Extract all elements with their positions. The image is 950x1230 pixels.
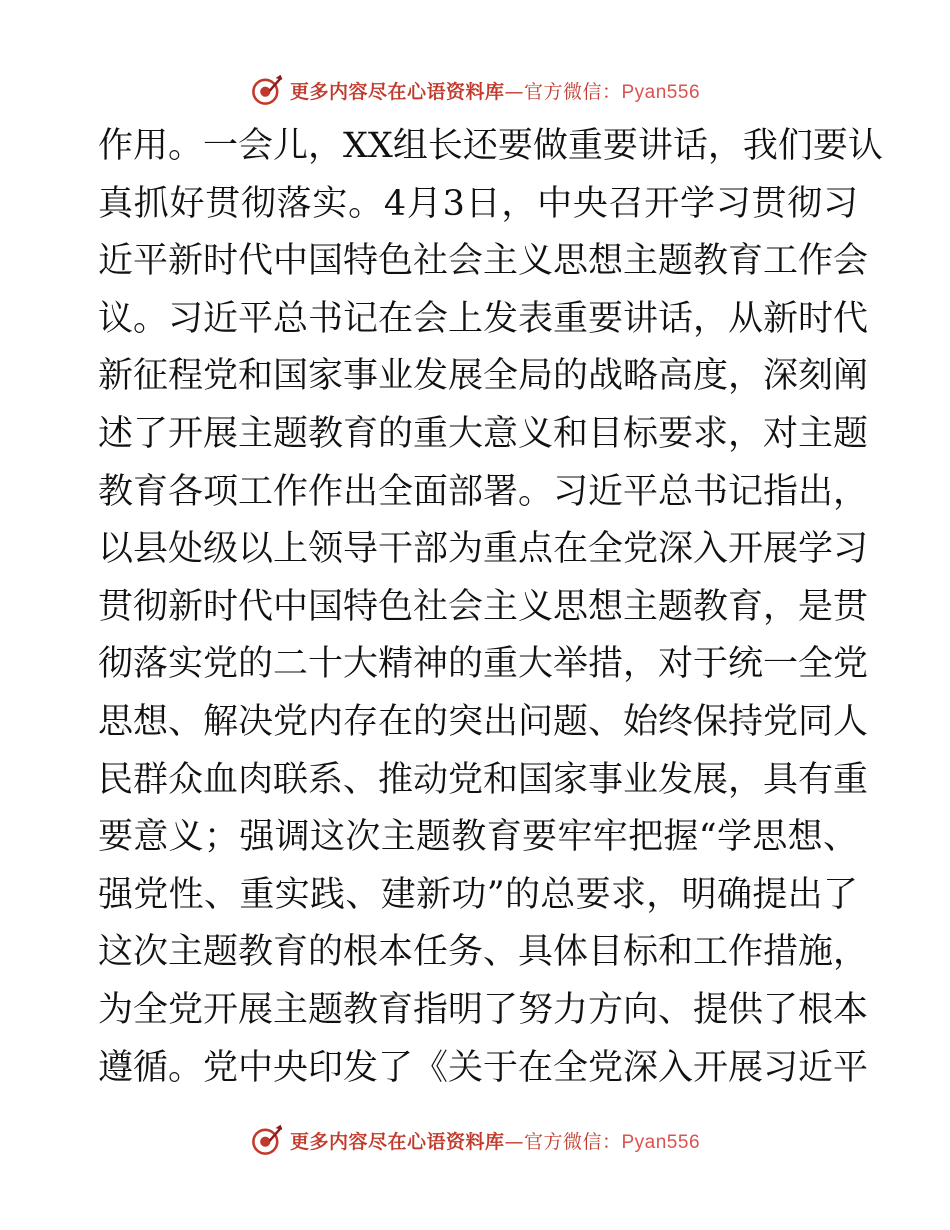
footer-wechat-id: Pyan556 <box>621 1131 701 1153</box>
body-line: 思想、解决党内存在的突出问题、始终保持党同人 <box>98 701 869 742</box>
body-line: 新征程党和国家事业发展全局的战略高度，深刻阐 <box>98 356 869 397</box>
footer-text <box>290 1127 700 1154</box>
body-line: 这次主题教育的根本任务、具体目标和工作措施， <box>98 932 869 973</box>
quill-seal-icon <box>250 73 284 107</box>
body-line: 以县处级以上领导干部为重点在全党深入开展学习 <box>98 529 869 570</box>
footer-site-name: 更多内容尽在心语资料库 <box>289 1130 505 1153</box>
body-line: 彻落实党的二十大精神的重大举措，对于统一全党 <box>98 644 869 685</box>
quill-seal-icon <box>250 1123 284 1157</box>
footer-dash: — <box>504 1130 524 1153</box>
document-body <box>98 118 883 1097</box>
body-line: 强党性、重实践、建新功”的总要求，明确提出了 <box>98 874 858 915</box>
body-line: 要意义；强调这次主题教育要牢牢把握“学思想、 <box>98 817 858 858</box>
footer-banner <box>0 1118 950 1162</box>
header-banner <box>0 68 950 112</box>
body-line: 遵循。党中央印发了《关于在全党深入开展习近平 <box>98 1047 869 1088</box>
body-line: 真抓好贯彻落实。4月3日，中央召开学习贯彻习 <box>98 183 858 224</box>
body-line: 教育各项工作作出全面部署。习近平总书记指出， <box>98 471 869 512</box>
body-line: 为全党开展主题教育指明了努力方向、提供了根本 <box>98 989 869 1030</box>
header-wechat-label: 官方微信： <box>523 80 622 103</box>
header-text <box>290 77 700 104</box>
body-line: 民群众血肉联系、推动党和国家事业发展，具有重 <box>98 759 869 800</box>
header-wechat-id: Pyan556 <box>621 81 701 103</box>
footer-wechat-label: 官方微信： <box>523 1130 622 1153</box>
body-line: 贯彻新时代中国特色社会主义思想主题教育，是贯 <box>98 586 869 627</box>
body-line: 述了开展主题教育的重大意义和目标要求，对主题 <box>98 413 869 454</box>
header-dash: — <box>504 80 524 103</box>
body-line: 议。习近平总书记在会上发表重要讲话，从新时代 <box>98 298 869 339</box>
header-site-name: 更多内容尽在心语资料库 <box>289 80 505 103</box>
body-line: 作用。一会儿，XX组长还要做重要讲话，我们要认 <box>98 126 883 166</box>
body-line: 近平新时代中国特色社会主义思想主题教育工作会 <box>98 241 869 282</box>
